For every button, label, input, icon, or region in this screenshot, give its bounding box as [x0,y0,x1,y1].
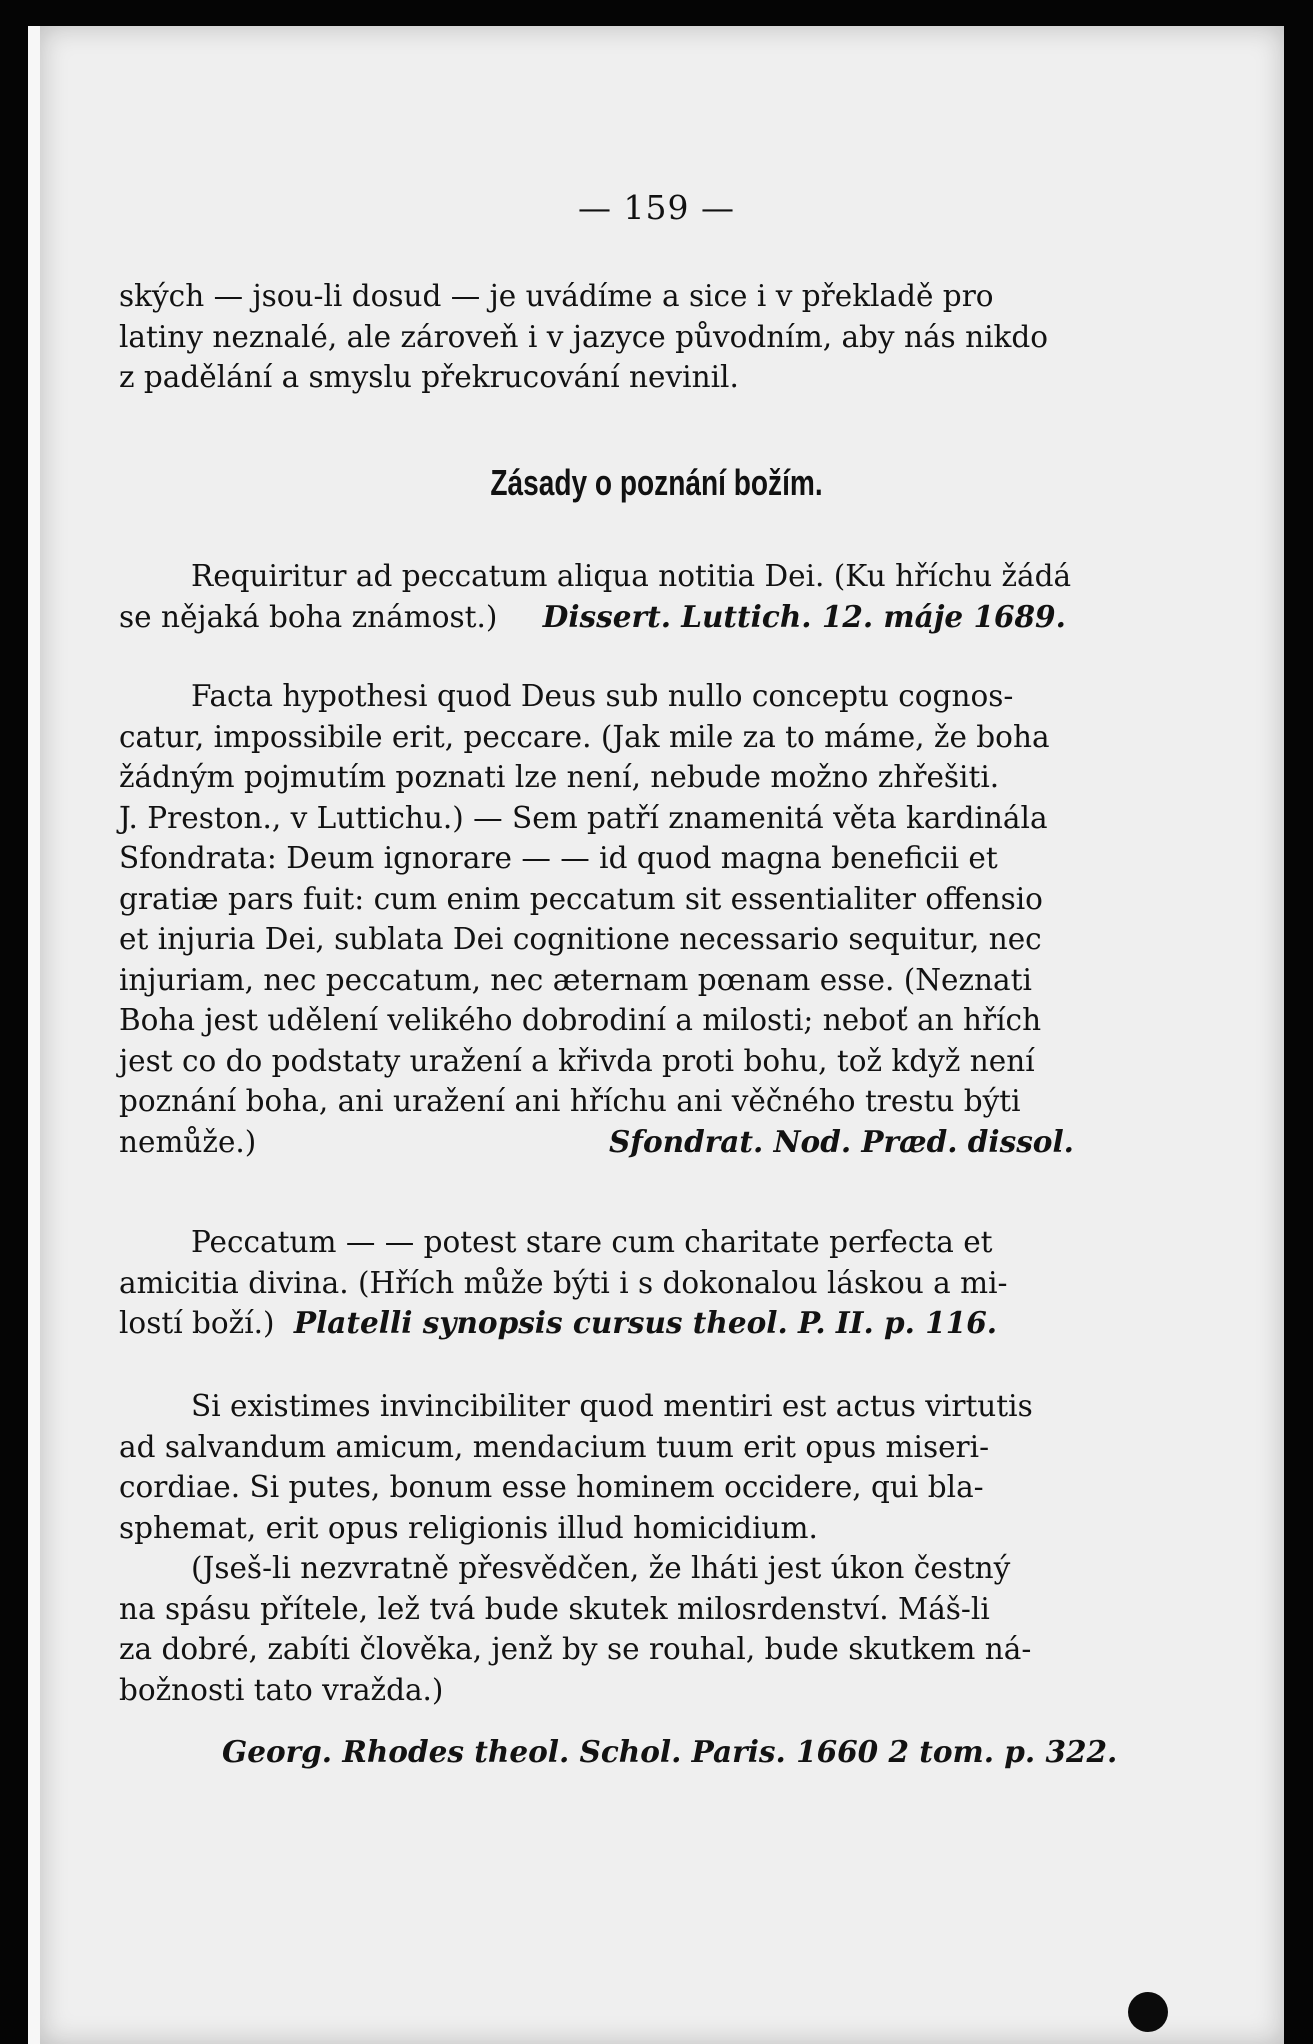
text-line: latiny neznalé, ale zároveň i v jazyce původním, aby nás nikdo [119,319,1049,354]
text-line: ad salvandum amicum, mendacium tuum erit opus miseri- [119,1429,990,1464]
text-line: gratiæ pars fuit: cum enim peccatum sit essentialiter offensio [119,881,1043,916]
text-line: Peccatum — — potest stare cum charitate perfecta et [191,1225,993,1259]
text-line: cordiae. Si putes, bonum esse hominem occidere, qui bla- [119,1470,984,1504]
text-line: ských — jsou-li dosud — je uvádíme a sice i v překladě pro [119,279,994,313]
paragraph-requiritur [119,556,1115,637]
paragraph-si-existimes [119,1386,1115,1710]
text-line: Boha jest udělení velikého dobrodiní a milosti; neboť an hřích [119,1003,1042,1037]
text-line: amicitia divina. (Hřích může býti i s dokonalou láskou a mi- [119,1265,1008,1300]
intro-paragraph [119,276,1115,398]
text-fragment: se nějaká boha známost.) [119,599,498,634]
text-line: božnosti tato vražda.) [119,1672,444,1707]
text-line: za dobré, zabíti člověka, jenž by se rouhal, bude skutkem ná- [119,1632,1032,1666]
text-line: z padělání a smyslu překrucování nevinil. [119,360,739,394]
citation: Sfondrat. Nod. Præd. dissol. [609,1123,1074,1159]
text-line: et injuria Dei, sublata Dei cognitione necessario sequitur, nec [119,922,1042,956]
section-heading: Zásady o poznání božím. [490,462,823,503]
text-line: Si existimes invincibiliter quod mentiri est actus virtutis [191,1389,1033,1423]
text-line: catur, impossibile erit, peccare. (Jak mile za to máme, že boha [119,719,1050,754]
citation: Georg. Rhodes theol. Schol. Paris. 1660 2 tom. p. 322. [222,1734,1118,1769]
text-line: (Jseš-li nezvratně přesvědčen, že lháti jest úkon čestný [191,1551,1011,1585]
citation: Dissert. Luttich. 12. máje 1689. [542,598,1066,634]
text-line: injuriam, nec peccatum, nec æternam pœnam esse. (Neznati [119,962,1032,997]
citation: Platelli synopsis cursus theol. P. II. p. 116. [293,1305,998,1340]
text-line: jest co do podstaty uražení a křivda proti bohu, tož když není [119,1043,1035,1078]
text-line: žádným pojmutím poznati lze není, nebude možno zhřešiti. [119,760,1000,794]
text-line: Facta hypothesi quod Deus sub nullo conceptu cognos- [191,679,1014,713]
text-line: Requiritur ad peccatum aliqua notitia Dei. (Ku hříchu žádá [191,559,1072,593]
paragraph-peccatum [119,1222,1115,1344]
paragraph-facta [119,676,1115,1162]
text-line: Sfondrata: Deum ignorare — — id quod magna beneficii et [119,841,998,875]
page-number: — 159 — [578,188,735,227]
text-fragment: nemůže.) [119,1124,257,1159]
text-fragment: lostí boží.) [119,1306,275,1340]
page-edge [28,26,40,2044]
text-line [119,1303,1115,1344]
ink-blot [1128,1992,1168,2032]
text-line: J. Preston., v Luttichu.) — Sem patří znamenitá věta kardinála [119,800,1048,835]
text-line: poznání boha, ani uražení ani hříchu ani věčného trestu býti [119,1084,1021,1118]
text-line [119,1122,1115,1163]
text-line: sphemat, erit opus religionis illud homicidium. [119,1510,818,1545]
text-line [119,597,1115,638]
text-line: na spásu přítele, lež tvá bude skutek milosrdenství. Máš-li [119,1591,990,1626]
